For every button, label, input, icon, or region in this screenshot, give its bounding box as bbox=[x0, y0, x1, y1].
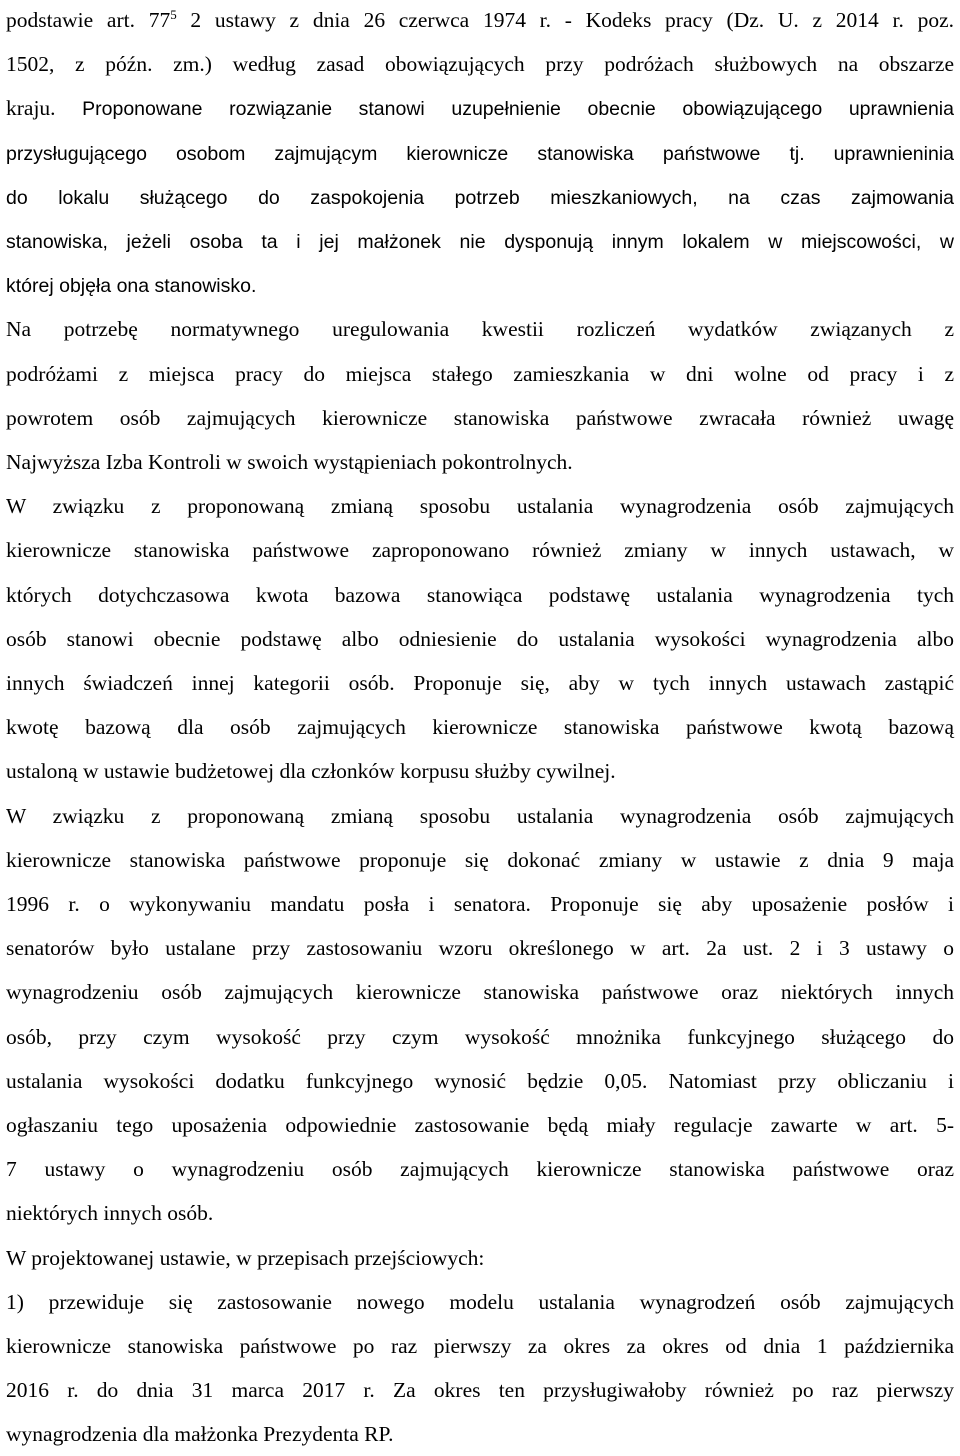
text-run: 2 ustawy z dnia 26 czerwca 1974 r. - Kodeks pracy (Dz. U. z 2014 r. poz. bbox=[176, 8, 955, 32]
text-run: podróżami z miejsca pracy do miejsca stałego zamieszkania w dni wolne od pracy i z bbox=[6, 361, 954, 386]
text-run: W związku z proponowaną zmianą sposobu ustalania wynagrodzenia osób zajmujących bbox=[6, 494, 954, 519]
text-line bbox=[6, 0, 954, 42]
text-run: przysługującego osobom zajmującym kierownicze stanowiska państwowe tj. uprawnieninia bbox=[6, 142, 954, 165]
superscript: 5 bbox=[170, 6, 177, 22]
text-run: powrotem osób zajmujących kierownicze stanowiska państwowe zwracała również uwagę bbox=[6, 405, 954, 430]
text-run: W związku z proponowaną zmianą sposobu ustalania wynagrodzenia osób zajmujących bbox=[6, 803, 954, 828]
text-run: innych świadczeń innej kategorii osób. Proponuje się, aby w tych innych ustawach zastąpić bbox=[6, 671, 954, 695]
text-line bbox=[6, 1147, 954, 1191]
text-run: ustalania wysokości dodatku funkcyjnego wynosić będzie 0,05. Natomiast przy obliczaniu i bbox=[6, 1068, 954, 1093]
text-run: 1996 r. o wykonywaniu mandatu posła i senatora. Proponuje się aby uposażenie posłów i bbox=[6, 892, 954, 916]
text-run: wynagrodzenia dla małżonka Prezydenta RP. bbox=[6, 1422, 394, 1447]
text-line bbox=[6, 705, 954, 749]
text-run: niektórych innych osób. bbox=[6, 1201, 214, 1226]
text-line bbox=[6, 307, 954, 351]
text-line bbox=[6, 794, 954, 838]
text-run: 2016 r. do dnia 31 marca 2017 r. Za okres ten przysługiwałoby również po raz pierwszy bbox=[6, 1378, 954, 1403]
text-line bbox=[6, 1280, 954, 1324]
text-run: osób, przy czym wysokość przy czym wysokość mnożnika funkcyjnego służącego do bbox=[6, 1024, 954, 1049]
text-line bbox=[6, 1368, 954, 1412]
text-run: ogłaszaniu tego uposażenia odpowiednie zastosowanie będą miały regulacje zawarte w art. 5- bbox=[6, 1113, 954, 1137]
text-line bbox=[6, 528, 954, 572]
text-line bbox=[6, 86, 954, 130]
text-run: do lokalu służącego do zaspokojenia potrzeb mieszkaniowych, na czas zajmowania bbox=[6, 186, 954, 209]
text-line bbox=[6, 970, 954, 1014]
text-run: 1) przewiduje się zastosowanie nowego modelu ustalania wynagrodzeń osób zajmujących bbox=[6, 1289, 954, 1314]
text-run: osób stanowi obecnie podstawę albo odniesienie do ustalania wysokości wynagrodzenia albo bbox=[6, 626, 954, 651]
text-run: 7 ustawy o wynagrodzeniu osób zajmujących kierownicze stanowiska państwowe oraz bbox=[6, 1157, 954, 1182]
text-line bbox=[6, 219, 954, 263]
text-line bbox=[6, 42, 954, 86]
text-line bbox=[6, 263, 954, 307]
text-line bbox=[6, 926, 954, 970]
text-line bbox=[6, 838, 954, 882]
text-run: Na potrzebę normatywnego uregulowania kwestii rozliczeń wydatków związanych z bbox=[6, 317, 954, 342]
text-run: kraju. bbox=[6, 96, 83, 121]
text-run: kwotę bazową dla osób zajmujących kierownicze stanowiska państwowe kwotą bazową bbox=[6, 715, 954, 740]
text-line bbox=[6, 1324, 954, 1368]
text-line bbox=[6, 484, 954, 528]
text-line bbox=[6, 440, 954, 484]
text-line bbox=[6, 1191, 954, 1235]
text-line bbox=[6, 882, 954, 926]
text-line bbox=[6, 396, 954, 440]
text-line bbox=[6, 175, 954, 219]
text-line bbox=[6, 1015, 954, 1059]
text-line bbox=[6, 352, 954, 396]
text-run: kierownicze stanowiska państwowe proponuje się dokonać zmiany w ustawie z dnia 9 maja bbox=[6, 847, 954, 872]
text-run: których dotychczasowa kwota bazowa stanowiąca podstawę ustalania wynagrodzenia tych bbox=[6, 582, 954, 607]
text-run: kierownicze stanowiska państwowe zaproponowano również zmiany w innych ustawach, w bbox=[6, 538, 954, 563]
text-line bbox=[6, 1412, 954, 1456]
text-line bbox=[6, 661, 954, 705]
text-run: W projektowanej ustawie, w przepisach przejściowych: bbox=[6, 1245, 485, 1270]
text-line bbox=[6, 131, 954, 175]
text-line bbox=[6, 749, 954, 793]
text-line bbox=[6, 1103, 954, 1147]
text-run: Proponowane rozwiązanie stanowi uzupełnienie obecnie obowiązującego uprawnienia bbox=[82, 98, 954, 121]
text-line bbox=[6, 1059, 954, 1103]
text-run: wynagrodzeniu osób zajmujących kierownicze stanowiska państwowe oraz niektórych innych bbox=[6, 980, 954, 1005]
text-run: senatorów było ustalane przy zastosowaniu wzoru określonego w art. 2a ust. 2 i 3 ustawy o bbox=[6, 936, 954, 961]
text-line bbox=[6, 617, 954, 661]
text-run: której objęła ona stanowisko. bbox=[6, 275, 257, 298]
text-run: Najwyższa Izba Kontroli w swoich wystąpieniach pokontrolnych. bbox=[6, 450, 573, 474]
text-run: stanowiska, jeżeli osoba ta i jej małżonek nie dysponują innym lokalem w miejscowości, w bbox=[6, 231, 954, 253]
text-run: podstawie art. 77 bbox=[6, 8, 171, 32]
text-line bbox=[6, 1236, 954, 1280]
text-run: 1502, z późn. zm.) według zasad obowiązujących przy podróżach służbowych na obszarze bbox=[6, 52, 954, 77]
text-line bbox=[6, 573, 954, 617]
text-run: kierownicze stanowiska państwowe po raz pierwszy za okres za okres od dnia 1 października bbox=[6, 1334, 954, 1358]
text-run: ustaloną w ustawie budżetowej dla członków korpusu służby cywilnej. bbox=[6, 759, 616, 784]
